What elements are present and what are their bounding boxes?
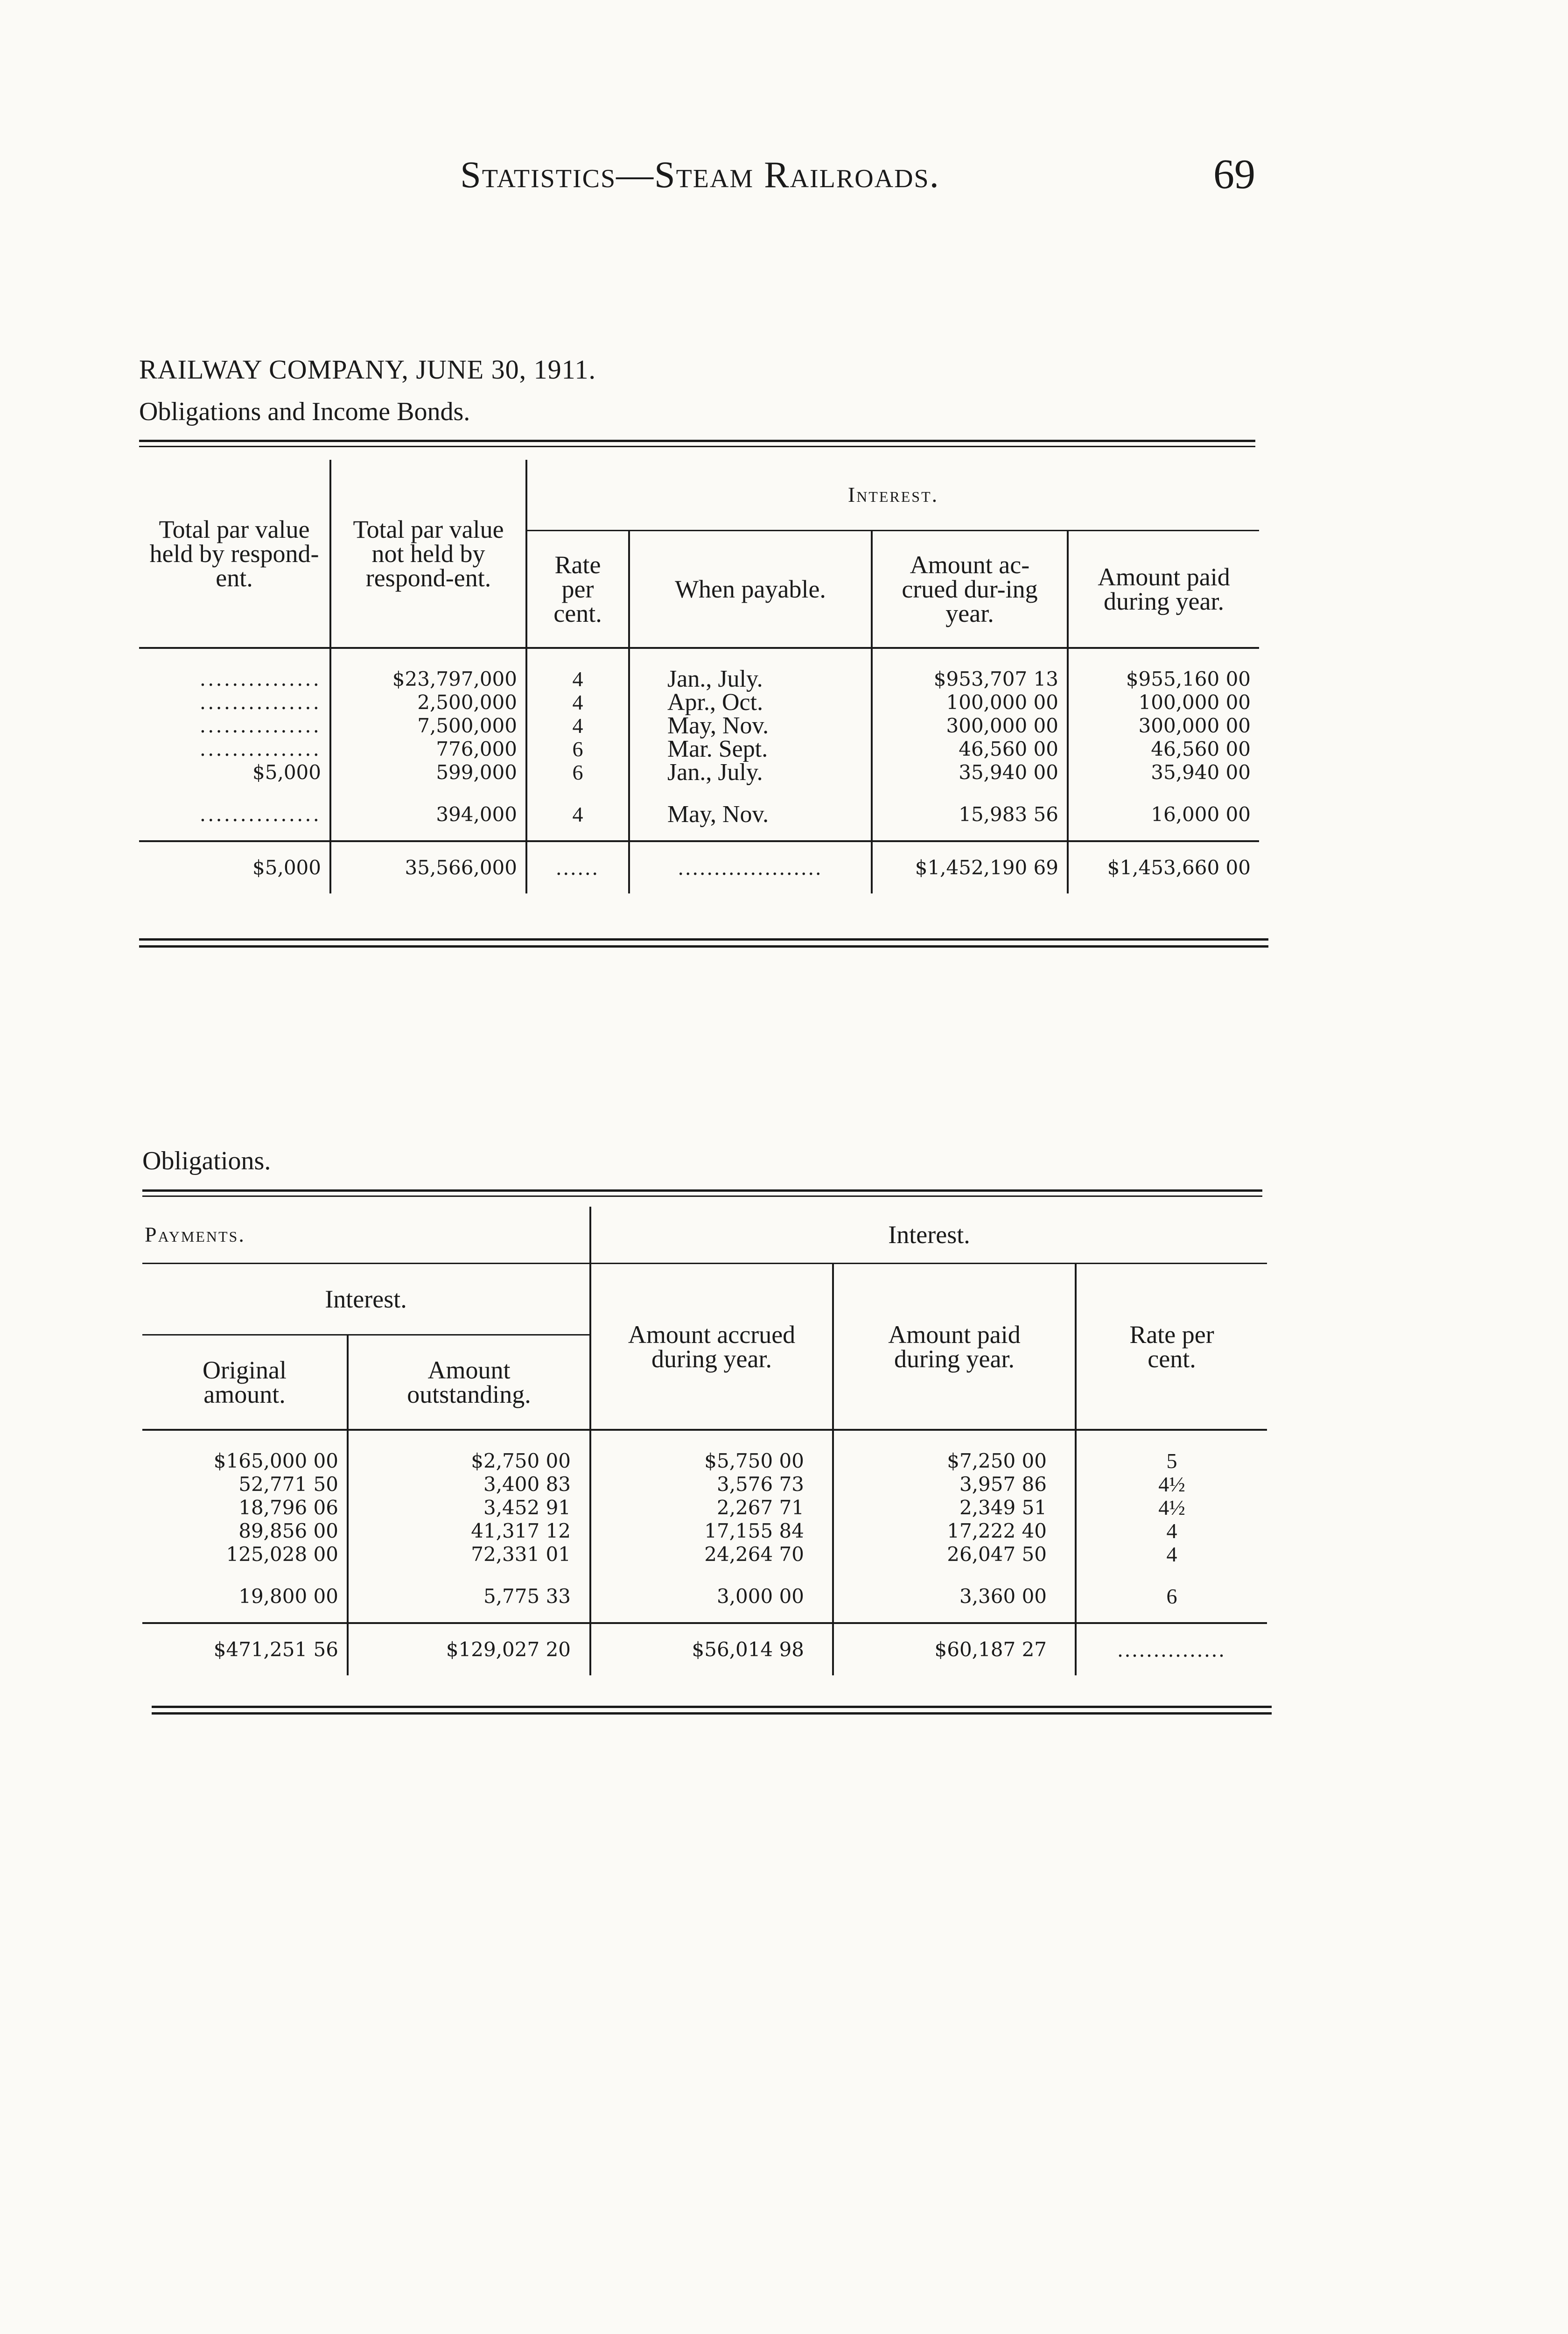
total-paid: $1,453,660 00	[1068, 841, 1259, 893]
table1-obligations-income-bonds	[139, 460, 1259, 893]
total-held: $5,000	[139, 841, 330, 893]
total-accrued: $56,014 98	[590, 1623, 833, 1675]
cell-paid: $955,160 00	[1068, 668, 1259, 691]
cell-original: 52,771 50	[238, 1473, 338, 1496]
cell-accrued: 3,000 00	[590, 1585, 833, 1623]
cell-outstanding: 41,317 12	[348, 1519, 590, 1543]
cell-rate: 6	[526, 738, 629, 761]
table1-bottom-rule	[139, 945, 1268, 948]
total-when: ....................	[629, 841, 872, 893]
cell-held: ...............	[199, 691, 321, 714]
cell-paid: 26,047 50	[833, 1543, 1076, 1566]
cell-when: Jan., July.	[629, 761, 872, 784]
cell-original: 89,856 00	[238, 1519, 338, 1542]
total-accrued: $1,452,190 69	[872, 841, 1068, 893]
col-original-amount: Original amount.	[142, 1335, 348, 1430]
table-row	[142, 1473, 1267, 1496]
cell-accrued: $953,707 13	[872, 668, 1068, 691]
cell-not-held: 2,500,000	[330, 691, 526, 714]
cell-original: 125,028 00	[226, 1543, 338, 1566]
cell-original: 18,796 06	[238, 1496, 338, 1519]
cell-rate: 4	[526, 714, 629, 738]
table-total-row	[142, 1623, 1267, 1675]
cell-outstanding: 3,452 91	[348, 1496, 590, 1519]
col-not-held-by-respondent: Total par value not held by respond-ent.	[330, 460, 526, 648]
table-row	[142, 1519, 1267, 1543]
cell-accrued: 100,000 00	[872, 691, 1068, 714]
cell-rate: 4	[526, 803, 629, 841]
cell-rate: 6	[1076, 1585, 1267, 1623]
col-payments-group: Payments.	[142, 1207, 590, 1264]
cell-paid: 46,560 00	[1068, 738, 1259, 761]
cell-rate: 4	[526, 668, 629, 691]
table2-caption: Obligations.	[142, 1146, 271, 1175]
cell-accrued: 46,560 00	[872, 738, 1068, 761]
cell-paid: 17,222 40	[833, 1519, 1076, 1543]
table-row	[139, 761, 1259, 784]
cell-not-held: 599,000	[330, 761, 526, 784]
col-when-payable: When payable.	[629, 531, 872, 648]
total-outstanding: $129,027 20	[348, 1623, 590, 1675]
cell-held: ...............	[199, 803, 321, 826]
table2-obligations	[142, 1207, 1267, 1675]
cell-held: ...............	[199, 668, 321, 690]
cell-when: Jan., July.	[629, 668, 872, 691]
page-title: Statistics—Steam Railroads.	[460, 155, 940, 196]
cell-accrued: 3,576 73	[590, 1473, 833, 1496]
cell-not-held: 394,000	[330, 803, 526, 841]
page-number: 69	[1213, 151, 1255, 197]
cell-original: 19,800 00	[238, 1585, 338, 1608]
table-row	[142, 1449, 1267, 1473]
cell-rate: 4	[1076, 1543, 1267, 1566]
cell-rate: 4	[526, 691, 629, 714]
table-row	[139, 738, 1259, 761]
cell-original: $165,000 00	[213, 1449, 338, 1472]
table-row	[139, 691, 1259, 714]
cell-accrued: 17,155 84	[590, 1519, 833, 1543]
table1-bottom-rule	[139, 938, 1268, 941]
cell-paid: $7,250 00	[833, 1449, 1076, 1473]
col-held-by-respondent: Total par value held by respond-ent.	[139, 460, 330, 648]
cell-rate: 5	[1076, 1449, 1267, 1473]
cell-outstanding: 72,331 01	[348, 1543, 590, 1566]
cell-accrued: 24,264 70	[590, 1543, 833, 1566]
cell-rate: 4½	[1076, 1496, 1267, 1519]
table-row	[139, 668, 1259, 691]
cell-outstanding: 5,775 33	[348, 1585, 590, 1623]
table-row	[142, 1585, 1267, 1623]
table1-caption-title: RAILWAY COMPANY, JUNE 30, 1911.	[139, 354, 596, 385]
cell-rate: 6	[526, 761, 629, 784]
cell-paid: 16,000 00	[1068, 803, 1259, 841]
table2-bottom-rule	[152, 1712, 1272, 1715]
cell-paid: 3,957 86	[833, 1473, 1076, 1496]
total-original: $471,251 56	[142, 1623, 348, 1675]
cell-accrued: 2,267 71	[590, 1496, 833, 1519]
cell-held: ...............	[199, 738, 321, 760]
cell-accrued: $5,750 00	[590, 1449, 833, 1473]
table-row	[139, 803, 1259, 841]
col-interest-subgroup: Interest.	[142, 1264, 590, 1335]
cell-not-held: 776,000	[330, 738, 526, 761]
cell-accrued: 35,940 00	[872, 761, 1068, 784]
cell-when: May, Nov.	[629, 803, 872, 841]
cell-rate: 4½	[1076, 1473, 1267, 1496]
cell-paid: 300,000 00	[1068, 714, 1259, 738]
total-rate: ......	[526, 841, 629, 893]
col-rate-per-cent: Rate per cent.	[1076, 1264, 1267, 1430]
table-total-row	[139, 841, 1259, 893]
col-amount-paid: Amount paid during year.	[1068, 531, 1259, 648]
table2-top-rule	[142, 1189, 1262, 1192]
col-amount-accrued: Amount accrued during year.	[590, 1264, 833, 1430]
total-rate: ...............	[1076, 1623, 1267, 1675]
cell-outstanding: $2,750 00	[348, 1449, 590, 1473]
table-row	[139, 714, 1259, 738]
cell-accrued: 300,000 00	[872, 714, 1068, 738]
cell-when: May, Nov.	[629, 714, 872, 738]
cell-paid: 3,360 00	[833, 1585, 1076, 1623]
cell-held: ...............	[199, 714, 321, 737]
col-amount-outstanding: Amount outstanding.	[348, 1335, 590, 1430]
col-amount-paid: Amount paid during year.	[833, 1264, 1076, 1430]
cell-paid: 2,349 51	[833, 1496, 1076, 1519]
col-interest-group: Interest.	[526, 460, 1259, 531]
table1-top-rule	[139, 440, 1255, 442]
table1-caption-subtitle: Obligations and Income Bonds.	[139, 397, 470, 426]
cell-when: Mar. Sept.	[629, 738, 872, 761]
table2-bottom-rule	[152, 1706, 1272, 1708]
total-paid: $60,187 27	[833, 1623, 1076, 1675]
cell-outstanding: 3,400 83	[348, 1473, 590, 1496]
table-row	[142, 1543, 1267, 1566]
table1-top-rule	[139, 446, 1255, 447]
cell-rate: 4	[1076, 1519, 1267, 1543]
cell-paid: 100,000 00	[1068, 691, 1259, 714]
col-interest-group: Interest.	[590, 1207, 1267, 1264]
cell-when: Apr., Oct.	[629, 691, 872, 714]
cell-not-held: $23,797,000	[330, 668, 526, 691]
cell-accrued: 15,983 56	[872, 803, 1068, 841]
col-rate-per-cent: Rate per cent.	[526, 531, 629, 648]
table2-top-rule	[142, 1195, 1262, 1197]
table-row	[142, 1496, 1267, 1519]
cell-not-held: 7,500,000	[330, 714, 526, 738]
total-not-held: 35,566,000	[330, 841, 526, 893]
cell-paid: 35,940 00	[1068, 761, 1259, 784]
col-amount-accrued: Amount ac-crued dur-ing year.	[872, 531, 1068, 648]
cell-held: $5,000	[252, 761, 321, 784]
